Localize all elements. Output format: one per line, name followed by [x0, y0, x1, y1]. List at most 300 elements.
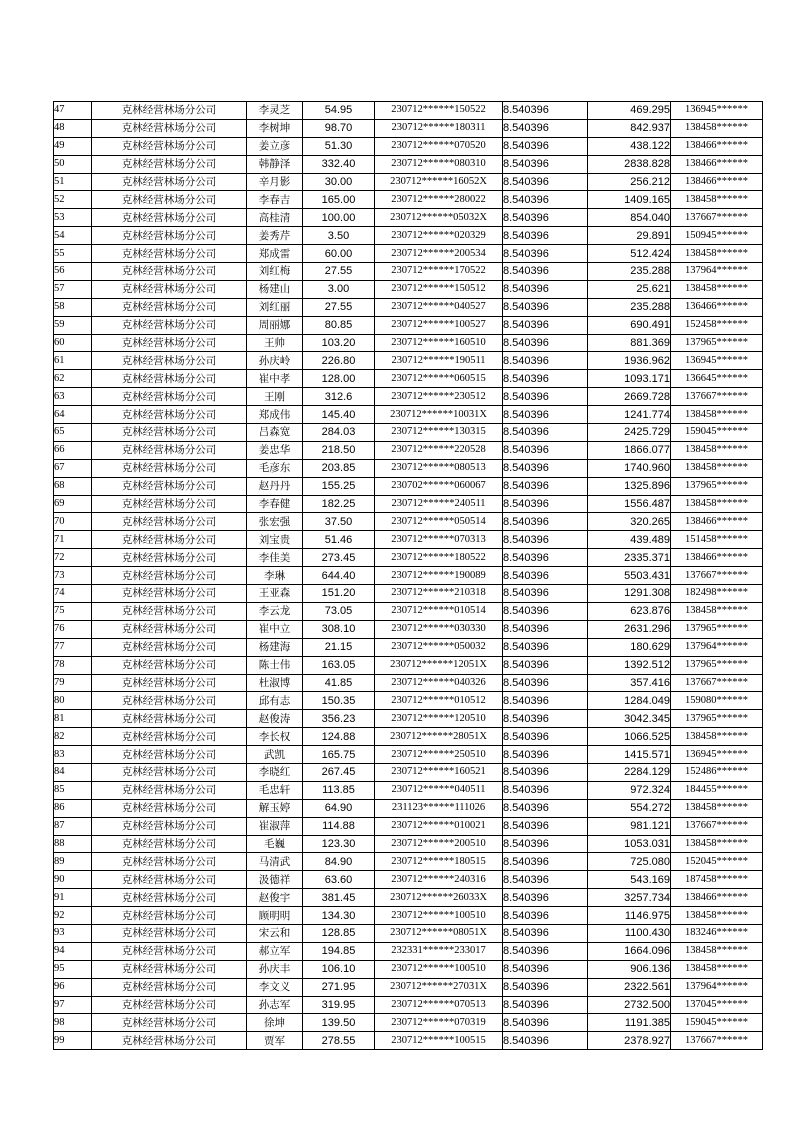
organization-cell: 克林经营林场分公司: [92, 889, 247, 907]
table-row: [54, 280, 763, 298]
area-cell: 332.40: [303, 155, 375, 173]
rate-cell: 8.540396: [503, 996, 588, 1014]
id-number-cell: 230702******060067: [375, 477, 503, 495]
organization-cell: 克林经营林场分公司: [92, 942, 247, 960]
row-number-cell: 61: [54, 352, 92, 370]
person-name-cell: 李春健: [247, 495, 303, 513]
organization-cell: 克林经营林场分公司: [92, 155, 247, 173]
person-name-cell: 姜忠华: [247, 441, 303, 459]
amount-cell: 1241.774: [588, 406, 671, 424]
row-number-cell: 93: [54, 924, 92, 942]
rate-cell: 8.540396: [503, 960, 588, 978]
amount-cell: 1191.385: [588, 1014, 671, 1032]
row-number-cell: 48: [54, 119, 92, 137]
phone-number-cell: 159045******: [671, 1014, 763, 1032]
phone-number-cell: 138458******: [671, 907, 763, 925]
organization-cell: 克林经营林场分公司: [92, 191, 247, 209]
table-row: [54, 585, 763, 603]
person-name-cell: 毛巍: [247, 835, 303, 853]
table-row: [54, 620, 763, 638]
row-number-cell: 81: [54, 710, 92, 728]
phone-number-cell: 152486******: [671, 763, 763, 781]
row-number-cell: 55: [54, 245, 92, 263]
records-table: [53, 101, 763, 1050]
amount-cell: 180.629: [588, 638, 671, 656]
rate-cell: 8.540396: [503, 298, 588, 316]
person-name-cell: 贾军: [247, 1032, 303, 1050]
phone-number-cell: 138458******: [671, 799, 763, 817]
table-row: [54, 978, 763, 996]
phone-number-cell: 138466******: [671, 155, 763, 173]
row-number-cell: 80: [54, 692, 92, 710]
id-number-cell: 231123******111026: [375, 799, 503, 817]
table-row: [54, 1032, 763, 1050]
rate-cell: 8.540396: [503, 799, 588, 817]
person-name-cell: 周丽娜: [247, 316, 303, 334]
organization-cell: 克林经营林场分公司: [92, 477, 247, 495]
row-number-cell: 56: [54, 263, 92, 281]
table-row: [54, 441, 763, 459]
person-name-cell: 郑成雷: [247, 245, 303, 263]
person-name-cell: 韩静泽: [247, 155, 303, 173]
phone-number-cell: 159080******: [671, 692, 763, 710]
area-cell: 284.03: [303, 424, 375, 442]
person-name-cell: 高桂清: [247, 209, 303, 227]
rate-cell: 8.540396: [503, 209, 588, 227]
phone-number-cell: 187458******: [671, 871, 763, 889]
id-number-cell: 230712******040326: [375, 674, 503, 692]
row-number-cell: 90: [54, 871, 92, 889]
phone-number-cell: 152458******: [671, 316, 763, 334]
person-name-cell: 陈士伟: [247, 656, 303, 674]
rate-cell: 8.540396: [503, 137, 588, 155]
id-number-cell: 230712******040527: [375, 298, 503, 316]
organization-cell: 克林经营林场分公司: [92, 137, 247, 155]
organization-cell: 克林经营林场分公司: [92, 978, 247, 996]
phone-number-cell: 137667******: [671, 1032, 763, 1050]
rate-cell: 8.540396: [503, 119, 588, 137]
amount-cell: 1936.962: [588, 352, 671, 370]
table-row: [54, 996, 763, 1014]
id-number-cell: 230712******040511: [375, 781, 503, 799]
organization-cell: 克林经营林场分公司: [92, 996, 247, 1014]
amount-cell: 881.369: [588, 334, 671, 352]
area-cell: 128.85: [303, 924, 375, 942]
id-number-cell: 230712******010021: [375, 817, 503, 835]
person-name-cell: 邱有志: [247, 692, 303, 710]
row-number-cell: 87: [54, 817, 92, 835]
area-cell: 64.90: [303, 799, 375, 817]
rate-cell: 8.540396: [503, 907, 588, 925]
rate-cell: 8.540396: [503, 746, 588, 764]
phone-number-cell: 137964******: [671, 263, 763, 281]
organization-cell: 克林经营林场分公司: [92, 817, 247, 835]
id-number-cell: 230712******280022: [375, 191, 503, 209]
table-row: [54, 674, 763, 692]
table-row: [54, 245, 763, 263]
amount-cell: 25.621: [588, 280, 671, 298]
organization-cell: 克林经营林场分公司: [92, 602, 247, 620]
id-number-cell: 230712******180522: [375, 549, 503, 567]
row-number-cell: 69: [54, 495, 92, 513]
id-number-cell: 230712******240316: [375, 871, 503, 889]
phone-number-cell: 138458******: [671, 280, 763, 298]
person-name-cell: 王刚: [247, 388, 303, 406]
organization-cell: 克林经营林场分公司: [92, 1032, 247, 1050]
person-name-cell: 李琳: [247, 567, 303, 585]
row-number-cell: 95: [54, 960, 92, 978]
id-number-cell: 230712******210318: [375, 585, 503, 603]
row-number-cell: 70: [54, 513, 92, 531]
rate-cell: 8.540396: [503, 227, 588, 245]
area-cell: 165.75: [303, 746, 375, 764]
table-row: [54, 352, 763, 370]
area-cell: 165.00: [303, 191, 375, 209]
amount-cell: 554.272: [588, 799, 671, 817]
amount-cell: 2838.828: [588, 155, 671, 173]
person-name-cell: 李树坤: [247, 119, 303, 137]
table-row: [54, 191, 763, 209]
area-cell: 27.55: [303, 263, 375, 281]
phone-number-cell: 183246******: [671, 924, 763, 942]
person-name-cell: 毛忠轩: [247, 781, 303, 799]
row-number-cell: 77: [54, 638, 92, 656]
organization-cell: 克林经营林场分公司: [92, 424, 247, 442]
rate-cell: 8.540396: [503, 495, 588, 513]
phone-number-cell: 138458******: [671, 459, 763, 477]
rate-cell: 8.540396: [503, 191, 588, 209]
table-row: [54, 227, 763, 245]
amount-cell: 972.324: [588, 781, 671, 799]
row-number-cell: 78: [54, 656, 92, 674]
organization-cell: 克林经营林场分公司: [92, 441, 247, 459]
id-number-cell: 230712******070513: [375, 996, 503, 1014]
area-cell: 319.95: [303, 996, 375, 1014]
rate-cell: 8.540396: [503, 835, 588, 853]
row-number-cell: 85: [54, 781, 92, 799]
rate-cell: 8.540396: [503, 674, 588, 692]
phone-number-cell: 137667******: [671, 567, 763, 585]
area-cell: 203.85: [303, 459, 375, 477]
table-row: [54, 1014, 763, 1032]
table-row: [54, 137, 763, 155]
rate-cell: 8.540396: [503, 1032, 588, 1050]
person-name-cell: 赵俊涛: [247, 710, 303, 728]
person-name-cell: 赵丹丹: [247, 477, 303, 495]
person-name-cell: 刘红梅: [247, 263, 303, 281]
phone-number-cell: 138466******: [671, 173, 763, 191]
phone-number-cell: 137667******: [671, 209, 763, 227]
organization-cell: 克林经营林场分公司: [92, 1014, 247, 1032]
phone-number-cell: 137964******: [671, 638, 763, 656]
id-number-cell: 230712******200534: [375, 245, 503, 263]
row-number-cell: 63: [54, 388, 92, 406]
organization-cell: 克林经营林场分公司: [92, 907, 247, 925]
rate-cell: 8.540396: [503, 620, 588, 638]
id-number-cell: 230712******060515: [375, 370, 503, 388]
id-number-cell: 230712******080310: [375, 155, 503, 173]
rate-cell: 8.540396: [503, 942, 588, 960]
id-number-cell: 230712******100515: [375, 1032, 503, 1050]
organization-cell: 克林经营林场分公司: [92, 531, 247, 549]
organization-cell: 克林经营林场分公司: [92, 692, 247, 710]
id-number-cell: 230712******170522: [375, 263, 503, 281]
person-name-cell: 姜秀芹: [247, 227, 303, 245]
organization-cell: 克林经营林场分公司: [92, 710, 247, 728]
amount-cell: 2284.129: [588, 763, 671, 781]
organization-cell: 克林经营林场分公司: [92, 781, 247, 799]
person-name-cell: 郑成伟: [247, 406, 303, 424]
organization-cell: 克林经营林场分公司: [92, 334, 247, 352]
table-row: [54, 102, 763, 120]
table-row: [54, 263, 763, 281]
id-number-cell: 230712******050032: [375, 638, 503, 656]
area-cell: 273.45: [303, 549, 375, 567]
table-row: [54, 853, 763, 871]
organization-cell: 克林经营林场分公司: [92, 567, 247, 585]
area-cell: 60.00: [303, 245, 375, 263]
area-cell: 278.55: [303, 1032, 375, 1050]
person-name-cell: 崔中立: [247, 620, 303, 638]
row-number-cell: 96: [54, 978, 92, 996]
area-cell: 80.85: [303, 316, 375, 334]
phone-number-cell: 151458******: [671, 531, 763, 549]
row-number-cell: 99: [54, 1032, 92, 1050]
amount-cell: 1093.171: [588, 370, 671, 388]
organization-cell: 克林经营林场分公司: [92, 173, 247, 191]
amount-cell: 320.265: [588, 513, 671, 531]
id-number-cell: 230712******190089: [375, 567, 503, 585]
organization-cell: 克林经营林场分公司: [92, 406, 247, 424]
phone-number-cell: 138458******: [671, 245, 763, 263]
amount-cell: 1415.571: [588, 746, 671, 764]
amount-cell: 981.121: [588, 817, 671, 835]
amount-cell: 357.416: [588, 674, 671, 692]
amount-cell: 623.876: [588, 602, 671, 620]
organization-cell: 克林经营林场分公司: [92, 388, 247, 406]
organization-cell: 克林经营林场分公司: [92, 263, 247, 281]
rate-cell: 8.540396: [503, 853, 588, 871]
person-name-cell: 汲德祥: [247, 871, 303, 889]
area-cell: 128.00: [303, 370, 375, 388]
table-row: [54, 513, 763, 531]
rate-cell: 8.540396: [503, 567, 588, 585]
person-name-cell: 杨建山: [247, 280, 303, 298]
row-number-cell: 94: [54, 942, 92, 960]
id-number-cell: 230712******26033X: [375, 889, 503, 907]
organization-cell: 克林经营林场分公司: [92, 799, 247, 817]
phone-number-cell: 137965******: [671, 710, 763, 728]
row-number-cell: 98: [54, 1014, 92, 1032]
row-number-cell: 60: [54, 334, 92, 352]
id-number-cell: 230712******150522: [375, 102, 503, 120]
id-number-cell: 230712******150512: [375, 280, 503, 298]
row-number-cell: 84: [54, 763, 92, 781]
amount-cell: 2378.927: [588, 1032, 671, 1050]
phone-number-cell: 137667******: [671, 817, 763, 835]
id-number-cell: 230712******16052X: [375, 173, 503, 191]
phone-number-cell: 136945******: [671, 352, 763, 370]
amount-cell: 725.080: [588, 853, 671, 871]
area-cell: 98.70: [303, 119, 375, 137]
rate-cell: 8.540396: [503, 352, 588, 370]
amount-cell: 1740.960: [588, 459, 671, 477]
table-row: [54, 602, 763, 620]
id-number-cell: 230712******12051X: [375, 656, 503, 674]
amount-cell: 1100.430: [588, 924, 671, 942]
table-row: [54, 173, 763, 191]
row-number-cell: 72: [54, 549, 92, 567]
table-row: [54, 549, 763, 567]
table-row: [54, 316, 763, 334]
person-name-cell: 刘红丽: [247, 298, 303, 316]
area-cell: 106.10: [303, 960, 375, 978]
amount-cell: 1556.487: [588, 495, 671, 513]
organization-cell: 克林经营林场分公司: [92, 763, 247, 781]
person-name-cell: 王帅: [247, 334, 303, 352]
row-number-cell: 89: [54, 853, 92, 871]
id-number-cell: 230712******070313: [375, 531, 503, 549]
rate-cell: 8.540396: [503, 549, 588, 567]
rate-cell: 8.540396: [503, 781, 588, 799]
phone-number-cell: 138458******: [671, 942, 763, 960]
person-name-cell: 赵俊宇: [247, 889, 303, 907]
id-number-cell: 230712******070319: [375, 1014, 503, 1032]
row-number-cell: 49: [54, 137, 92, 155]
amount-cell: 29.891: [588, 227, 671, 245]
person-name-cell: 王亚森: [247, 585, 303, 603]
rate-cell: 8.540396: [503, 477, 588, 495]
phone-number-cell: 136466******: [671, 298, 763, 316]
person-name-cell: 毛彦东: [247, 459, 303, 477]
phone-number-cell: 138466******: [671, 513, 763, 531]
phone-number-cell: 137965******: [671, 620, 763, 638]
amount-cell: 1325.896: [588, 477, 671, 495]
id-number-cell: 230712******250510: [375, 746, 503, 764]
amount-cell: 2322.561: [588, 978, 671, 996]
amount-cell: 2335.371: [588, 549, 671, 567]
phone-number-cell: 152045******: [671, 853, 763, 871]
area-cell: 155.25: [303, 477, 375, 495]
table-row: [54, 638, 763, 656]
row-number-cell: 92: [54, 907, 92, 925]
table-row: [54, 817, 763, 835]
rate-cell: 8.540396: [503, 280, 588, 298]
amount-cell: 2425.729: [588, 424, 671, 442]
rate-cell: 8.540396: [503, 656, 588, 674]
table-row: [54, 835, 763, 853]
amount-cell: 256.212: [588, 173, 671, 191]
phone-number-cell: 138458******: [671, 602, 763, 620]
row-number-cell: 47: [54, 102, 92, 120]
row-number-cell: 50: [54, 155, 92, 173]
table-row: [54, 781, 763, 799]
table-row: [54, 334, 763, 352]
row-number-cell: 73: [54, 567, 92, 585]
phone-number-cell: 182498******: [671, 585, 763, 603]
table-row: [54, 960, 763, 978]
amount-cell: 1409.165: [588, 191, 671, 209]
person-name-cell: 辛月影: [247, 173, 303, 191]
amount-cell: 1053.031: [588, 835, 671, 853]
person-name-cell: 郝立军: [247, 942, 303, 960]
area-cell: 21.15: [303, 638, 375, 656]
area-cell: 84.90: [303, 853, 375, 871]
area-cell: 163.05: [303, 656, 375, 674]
table-row: [54, 370, 763, 388]
rate-cell: 8.540396: [503, 173, 588, 191]
organization-cell: 克林经营林场分公司: [92, 513, 247, 531]
row-number-cell: 57: [54, 280, 92, 298]
rate-cell: 8.540396: [503, 871, 588, 889]
rate-cell: 8.540396: [503, 513, 588, 531]
person-name-cell: 崔淑萍: [247, 817, 303, 835]
id-number-cell: 230712******160521: [375, 763, 503, 781]
person-name-cell: 张宏强: [247, 513, 303, 531]
id-number-cell: 230712******070520: [375, 137, 503, 155]
amount-cell: 438.122: [588, 137, 671, 155]
organization-cell: 克林经营林场分公司: [92, 316, 247, 334]
organization-cell: 克林经营林场分公司: [92, 352, 247, 370]
phone-number-cell: 137965******: [671, 334, 763, 352]
area-cell: 151.20: [303, 585, 375, 603]
id-number-cell: 230712******05032X: [375, 209, 503, 227]
organization-cell: 克林经营林场分公司: [92, 370, 247, 388]
rate-cell: 8.540396: [503, 388, 588, 406]
phone-number-cell: 138458******: [671, 191, 763, 209]
id-number-cell: 230712******100527: [375, 316, 503, 334]
id-number-cell: 230712******020329: [375, 227, 503, 245]
area-cell: 139.50: [303, 1014, 375, 1032]
row-number-cell: 59: [54, 316, 92, 334]
id-number-cell: 230712******240511: [375, 495, 503, 513]
organization-cell: 克林经营林场分公司: [92, 871, 247, 889]
organization-cell: 克林经营林场分公司: [92, 746, 247, 764]
area-cell: 182.25: [303, 495, 375, 513]
row-number-cell: 54: [54, 227, 92, 245]
id-number-cell: 230712******120510: [375, 710, 503, 728]
table-row: [54, 424, 763, 442]
person-name-cell: 李晓红: [247, 763, 303, 781]
person-name-cell: 宋云和: [247, 924, 303, 942]
person-name-cell: 李长权: [247, 728, 303, 746]
organization-cell: 克林经营林场分公司: [92, 459, 247, 477]
table-row: [54, 871, 763, 889]
area-cell: 271.95: [303, 978, 375, 996]
rate-cell: 8.540396: [503, 602, 588, 620]
rate-cell: 8.540396: [503, 763, 588, 781]
amount-cell: 2631.296: [588, 620, 671, 638]
table-row: [54, 567, 763, 585]
rate-cell: 8.540396: [503, 441, 588, 459]
id-number-cell: 230712******200510: [375, 835, 503, 853]
id-number-cell: 230712******080513: [375, 459, 503, 477]
row-number-cell: 71: [54, 531, 92, 549]
table-row: [54, 406, 763, 424]
amount-cell: 2732.500: [588, 996, 671, 1014]
rate-cell: 8.540396: [503, 531, 588, 549]
person-name-cell: 崔中孝: [247, 370, 303, 388]
person-name-cell: 李佳美: [247, 549, 303, 567]
row-number-cell: 64: [54, 406, 92, 424]
amount-cell: 2669.728: [588, 388, 671, 406]
rate-cell: 8.540396: [503, 817, 588, 835]
organization-cell: 克林经营林场分公司: [92, 585, 247, 603]
area-cell: 37.50: [303, 513, 375, 531]
area-cell: 308.10: [303, 620, 375, 638]
person-name-cell: 杜淑博: [247, 674, 303, 692]
amount-cell: 1284.049: [588, 692, 671, 710]
